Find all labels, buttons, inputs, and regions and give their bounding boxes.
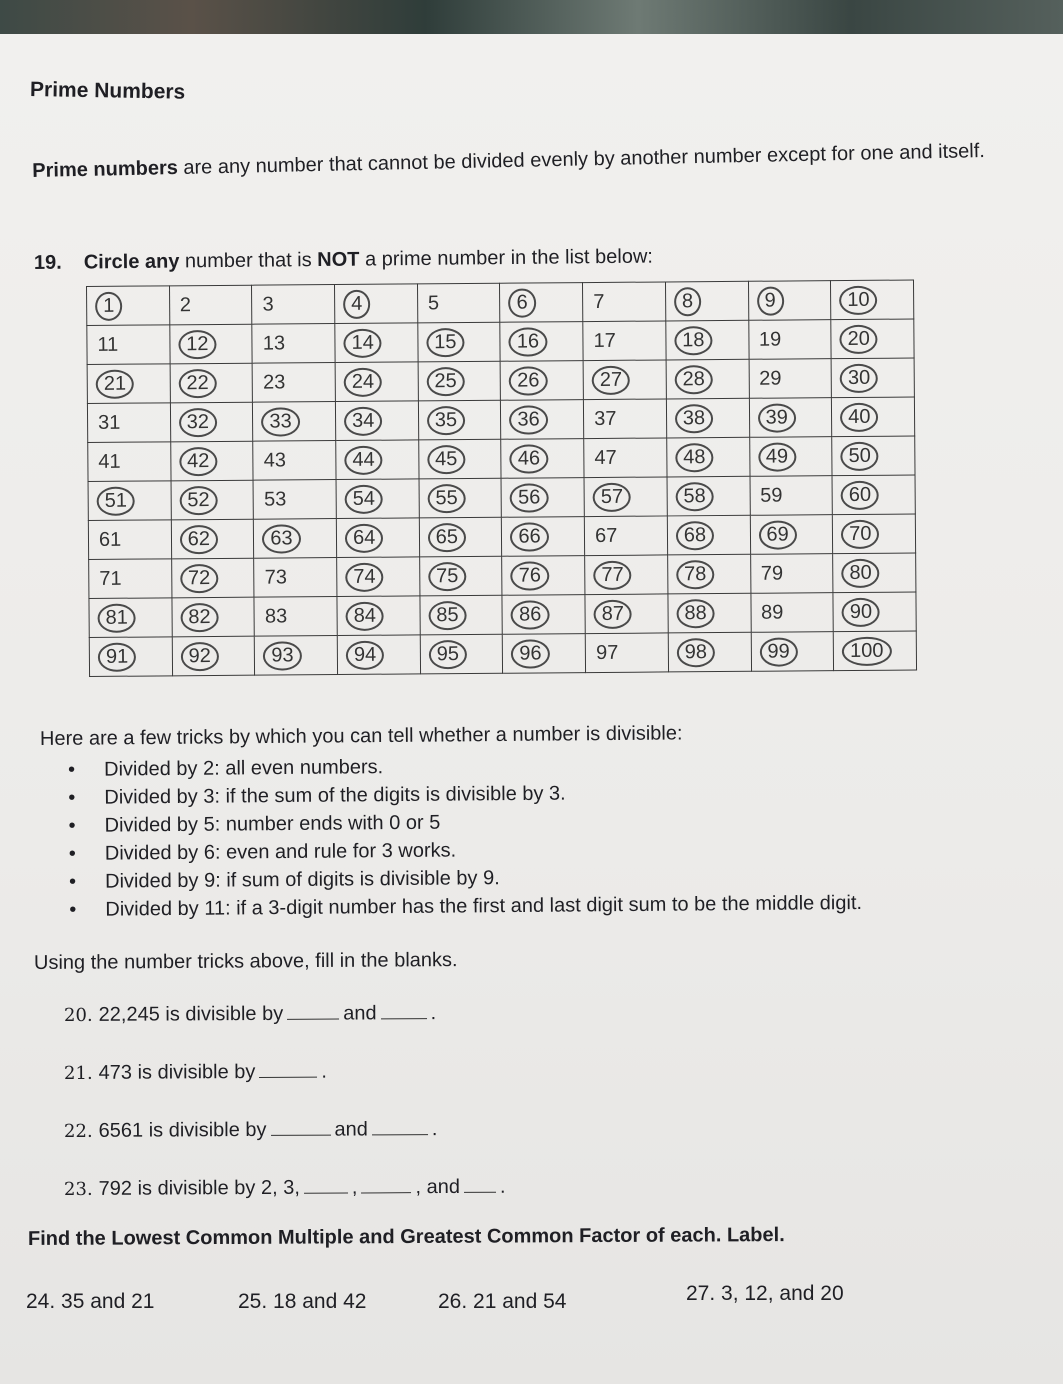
answer-blank[interactable]: [304, 1175, 348, 1194]
grid-cell-circled[interactable]: [254, 519, 337, 559]
grid-number: 24: [344, 367, 382, 396]
grid-cell[interactable]: [88, 442, 171, 482]
grid-cell-circled[interactable]: [337, 596, 420, 636]
grid-cell-circled[interactable]: [833, 592, 916, 632]
grid-row: [89, 631, 916, 676]
grid-number: 49: [758, 442, 796, 471]
grid-cell-circled[interactable]: [418, 322, 501, 362]
grid-number: 34: [344, 406, 382, 435]
grid-number: 17: [593, 329, 616, 352]
grid-number: 67: [595, 524, 618, 547]
grid-cell-circled[interactable]: [255, 636, 338, 676]
answer-blank[interactable]: [259, 1059, 317, 1078]
grid-cell-circled[interactable]: [170, 363, 253, 403]
question-22: [64, 1116, 438, 1143]
grid-number: 11: [97, 333, 119, 356]
grid-cell[interactable]: [750, 554, 833, 594]
grid-cell-circled[interactable]: [336, 518, 419, 558]
grid-number: 92: [180, 641, 218, 670]
grid-row: [87, 280, 914, 325]
grid-number: 80: [841, 558, 879, 587]
grid-cell-circled[interactable]: [420, 634, 503, 674]
grid-cell-circled[interactable]: [832, 397, 915, 437]
question-23: [64, 1174, 506, 1201]
grid-number: 55: [427, 484, 465, 513]
grid-number: 41: [98, 450, 121, 473]
grid-number: 62: [180, 524, 218, 553]
grid-number: 51: [97, 486, 135, 515]
grid-number: 53: [263, 487, 287, 511]
grid-cell-circled[interactable]: [337, 557, 420, 597]
grid-cell-circled[interactable]: [500, 283, 583, 323]
grid-cell-circled[interactable]: [750, 515, 833, 555]
grid-number: 69: [758, 520, 796, 549]
grid-cell[interactable]: [254, 558, 337, 598]
grid-number: 32: [179, 407, 217, 436]
grid-cell-circled[interactable]: [751, 632, 834, 672]
grid-cell-circled[interactable]: [667, 437, 750, 477]
question-19-not: NOT: [317, 248, 360, 272]
grid-number: 39: [757, 403, 795, 432]
grid-row: [87, 319, 914, 364]
answer-blank[interactable]: [361, 1174, 411, 1193]
grid-number: 27: [592, 365, 630, 394]
grid-number: 100: [842, 636, 892, 665]
grid-number: 96: [511, 639, 549, 668]
grid-cell-circled[interactable]: [171, 558, 254, 598]
grid-cell-circled[interactable]: [749, 398, 832, 438]
grid-number: 50: [840, 441, 878, 470]
question-23-number: 23.: [63, 1178, 93, 1200]
grid-cell-circled[interactable]: [748, 281, 831, 321]
grid-cell-circled[interactable]: [88, 481, 171, 521]
number-grid: [86, 279, 917, 673]
grid-cell-circled[interactable]: [668, 632, 751, 672]
grid-cell[interactable]: [169, 285, 252, 325]
grid-cell[interactable]: [89, 559, 172, 599]
grid-cell-circled[interactable]: [335, 362, 418, 402]
grid-row: [88, 436, 915, 481]
grid-cell-circled[interactable]: [335, 323, 418, 363]
grid-number: 20: [840, 324, 878, 353]
grid-number: 25: [426, 367, 464, 396]
grid-cell-circled[interactable]: [336, 440, 419, 480]
question-21-end: .: [321, 1060, 328, 1083]
grid-cell[interactable]: [584, 438, 667, 478]
grid-cell-circled[interactable]: [667, 515, 750, 555]
question-20-number: 20.: [63, 1004, 93, 1026]
grid-number: 23: [263, 370, 286, 394]
grid-number: 74: [345, 562, 383, 591]
grid-number: 5: [427, 291, 440, 314]
grid-cell-circled[interactable]: [89, 637, 172, 677]
grid-number: 72: [180, 563, 218, 592]
question-20-and: and: [343, 1002, 377, 1025]
question-19-text: number that is: [179, 249, 318, 273]
grid-number: 63: [262, 524, 300, 553]
grid-cell[interactable]: [750, 476, 833, 516]
grid-number: 78: [676, 560, 714, 589]
grid-number: 84: [346, 601, 384, 630]
grid-cell-circled[interactable]: [831, 358, 914, 398]
fill-in-heading: Using the number tricks above, fill in the blanks.: [33, 949, 458, 974]
question-21: [64, 1059, 327, 1085]
tricks-list: [58, 749, 862, 924]
grid-cell-circled[interactable]: [668, 593, 751, 633]
grid-number: 70: [841, 519, 879, 548]
grid-number: 81: [97, 603, 135, 632]
grid-cell[interactable]: [87, 325, 170, 365]
grid-number: 13: [262, 331, 286, 355]
grid-number: 98: [677, 638, 715, 667]
grid-number: 18: [674, 326, 712, 355]
grid-number: 68: [676, 521, 714, 550]
trick-item: • Divided by 11: if a 3-digit number has the first and last digit sum to be the middle digit.: [59, 889, 862, 924]
grid-cell-circled[interactable]: [667, 476, 750, 516]
grid-number: 9: [757, 286, 784, 315]
grid-row: [88, 475, 915, 520]
grid-number: 14: [343, 328, 381, 357]
grid-cell-circled[interactable]: [501, 439, 584, 479]
grid-number: 58: [675, 482, 713, 511]
question-23-comma: ,: [351, 1176, 358, 1199]
problem-26: 26. 21 and 54: [438, 1290, 567, 1313]
grid-number: 90: [842, 597, 880, 626]
grid-cell-circled[interactable]: [171, 519, 254, 559]
grid-number: 60: [841, 480, 879, 509]
grid-cell[interactable]: [584, 399, 667, 439]
grid-number: 77: [593, 560, 631, 589]
grid-cell[interactable]: [749, 359, 832, 399]
grid-number: 56: [510, 483, 548, 512]
grid-number: 4: [343, 289, 370, 318]
problem-25: 25. 18 and 42: [238, 1290, 367, 1313]
grid-number: 54: [345, 484, 383, 513]
tricks-heading: Here are a few tricks by which you can tell whether a number is divisible:: [39, 722, 683, 750]
grid-cell-circled[interactable]: [502, 517, 585, 557]
grid-cell-circled[interactable]: [832, 475, 915, 515]
question-22-and: and: [334, 1118, 368, 1141]
lcm-gcf-heading: Find the Lowest Common Multiple and Greatest Common Factor of each. Label.: [27, 1224, 785, 1250]
grid-cell-circled[interactable]: [172, 636, 255, 676]
grid-cell-circled[interactable]: [502, 595, 585, 635]
grid-cell-circled[interactable]: [253, 402, 336, 442]
grid-cell-circled[interactable]: [666, 320, 749, 360]
grid-number: 45: [427, 445, 465, 474]
grid-cell-circled[interactable]: [501, 361, 584, 401]
grid-number: 28: [674, 365, 712, 394]
grid-number: 22: [178, 368, 216, 397]
grid-cell-circled[interactable]: [832, 436, 915, 476]
grid-cell-circled[interactable]: [501, 478, 584, 518]
grid-cell-circled[interactable]: [337, 635, 420, 675]
grid-number: 75: [428, 562, 466, 591]
grid-row: [88, 514, 915, 559]
answer-blank[interactable]: [287, 1001, 339, 1020]
grid-cell-circled[interactable]: [502, 556, 585, 596]
question-22-text: 6561 is divisible by: [98, 1118, 267, 1142]
photo-background-strip: [0, 0, 1063, 38]
question-19-number: 19.: [33, 251, 62, 274]
grid-number: 43: [263, 448, 287, 472]
grid-cell-circled[interactable]: [666, 359, 749, 399]
page-title: Prime Numbers: [29, 78, 186, 104]
grid-cell-circled[interactable]: [749, 437, 832, 477]
grid-number: 42: [179, 446, 217, 475]
grid-cell-circled[interactable]: [171, 480, 254, 520]
grid-cell-circled[interactable]: [419, 517, 502, 557]
grid-number: 47: [594, 446, 617, 469]
question-20-end: .: [430, 1002, 437, 1025]
grid-cell[interactable]: [252, 285, 335, 325]
grid-row: [87, 397, 914, 442]
grid-number: 15: [426, 328, 464, 357]
grid-number: 82: [180, 602, 218, 631]
grid-cell-circled[interactable]: [169, 324, 252, 364]
grid-number: 85: [428, 601, 466, 630]
grid-cell-circled[interactable]: [170, 441, 253, 481]
grid-number: 89: [760, 601, 784, 624]
grid-number: 87: [594, 599, 632, 628]
grid-number: 19: [758, 328, 782, 351]
definition-term: Prime numbers: [32, 156, 179, 182]
grid-number: 40: [840, 402, 878, 431]
grid-cell-circled[interactable]: [420, 595, 503, 635]
definition-text: are any number that cannot be divided evenly by another number except for one and itself.: [177, 140, 986, 179]
grid-number: 44: [344, 445, 382, 474]
grid-row: [89, 553, 916, 598]
answer-blank[interactable]: [372, 1116, 428, 1135]
grid-cell[interactable]: [88, 520, 171, 560]
problem-27: 27. 3, 12, and 20: [686, 1282, 844, 1305]
grid-cell-circled[interactable]: [665, 281, 748, 321]
grid-cell-circled[interactable]: [89, 598, 172, 638]
answer-blank[interactable]: [381, 1000, 427, 1019]
grid-number: 37: [594, 407, 617, 430]
question-20: [64, 1000, 436, 1027]
grid-number: 71: [99, 567, 122, 590]
question-23-and: , and: [415, 1175, 460, 1199]
grid-number: 29: [759, 367, 782, 390]
grid-number: 99: [759, 637, 797, 666]
trick-item: • Divided by 5: number ends with 0 or 5: [58, 805, 861, 840]
grid-number: 7: [593, 290, 605, 313]
grid-cell-circled[interactable]: [87, 286, 170, 326]
question-19-text-end: a prime number in the list below:: [359, 245, 654, 271]
question-21-number: 21.: [63, 1062, 93, 1084]
answer-blank[interactable]: [464, 1174, 496, 1193]
grid-cell-circled[interactable]: [503, 634, 586, 674]
grid-number: 35: [427, 406, 465, 435]
trick-item: • Divided by 6: even and rule for 3 works.: [59, 833, 862, 868]
grid-cell-circled[interactable]: [335, 284, 418, 324]
trick-item: • Divided by 3: if the sum of the digits is divisible by 3.: [58, 777, 861, 812]
grid-cell-circled[interactable]: [419, 478, 502, 518]
grid-number: 3: [262, 293, 274, 316]
grid-number: 6: [508, 288, 535, 317]
grid-cell-circled[interactable]: [500, 322, 583, 362]
grid-cell-circled[interactable]: [666, 398, 749, 438]
trick-item: • Divided by 9: if sum of digits is divisible by 9.: [59, 861, 862, 896]
grid-number: 79: [760, 562, 784, 585]
grid-number: 94: [346, 640, 384, 669]
grid-cell-circled[interactable]: [170, 402, 253, 442]
question-20-text: 22,245 is divisible by: [98, 1002, 284, 1026]
grid-number: 16: [509, 327, 547, 356]
grid-cell-circled[interactable]: [833, 631, 916, 671]
grid-number: 8: [674, 287, 701, 316]
grid-cell-circled[interactable]: [335, 401, 418, 441]
trick-item: • Divided by 2: all even numbers.: [58, 749, 861, 784]
grid-cell[interactable]: [583, 282, 666, 322]
grid-number: 10: [839, 285, 877, 314]
question-22-number: 22.: [63, 1120, 93, 1142]
grid-number: 57: [593, 482, 631, 511]
grid-number: 31: [97, 411, 121, 434]
grid-number: 91: [98, 642, 136, 671]
grid-number: 83: [264, 604, 288, 628]
grid-cell-circled[interactable]: [418, 400, 501, 440]
grid-number: 12: [178, 329, 216, 358]
grid-number: 95: [429, 640, 467, 669]
grid-cell-circled[interactable]: [172, 597, 255, 637]
grid-cell-circled[interactable]: [667, 554, 750, 594]
grid-number: 66: [510, 522, 548, 551]
grid-cell-circled[interactable]: [584, 477, 667, 517]
grid-number: 97: [595, 641, 619, 664]
grid-number: 93: [263, 641, 301, 670]
grid-number: 73: [264, 565, 288, 589]
grid-cell-circled[interactable]: [418, 361, 501, 401]
grid-number: 86: [511, 600, 549, 629]
grid-cell[interactable]: [750, 593, 833, 633]
grid-number: 2: [179, 293, 192, 316]
grid-cell[interactable]: [252, 363, 335, 403]
grid-cell-circled[interactable]: [585, 594, 668, 634]
problem-24: 24. 35 and 21: [26, 1290, 155, 1313]
grid-row: [87, 358, 914, 403]
grid-number: 46: [510, 444, 548, 473]
grid-number: 26: [509, 366, 547, 395]
grid-cell[interactable]: [87, 403, 170, 443]
grid-cell[interactable]: [253, 480, 336, 520]
grid-cell[interactable]: [583, 321, 666, 361]
grid-number: 52: [179, 485, 217, 514]
grid-cell-circled[interactable]: [583, 360, 666, 400]
grid-cell-circled[interactable]: [501, 400, 584, 440]
grid-number: 48: [675, 443, 713, 472]
grid-number: 88: [676, 599, 714, 628]
grid-cell-circled[interactable]: [336, 479, 419, 519]
grid-number: 33: [261, 407, 299, 436]
grid-cell[interactable]: [584, 516, 667, 556]
grid-cell-circled[interactable]: [831, 280, 914, 320]
grid-cell[interactable]: [252, 324, 335, 364]
grid-number: 36: [509, 405, 547, 434]
grid-cell[interactable]: [254, 597, 337, 637]
grid-number: 1: [95, 291, 122, 320]
grid-cell-circled[interactable]: [419, 556, 502, 596]
question-23-end: .: [499, 1175, 506, 1198]
grid-number: 21: [96, 369, 134, 398]
question-23-text: 792 is divisible by 2, 3,: [98, 1176, 300, 1200]
grid-cell[interactable]: [585, 633, 668, 673]
grid-number: 65: [428, 523, 466, 552]
grid-number: 59: [760, 484, 783, 507]
answer-blank[interactable]: [270, 1117, 330, 1136]
grid-cell-circled[interactable]: [585, 555, 668, 595]
grid-cell-circled[interactable]: [87, 364, 170, 404]
grid-number: 38: [675, 404, 713, 433]
number-table: [86, 279, 917, 676]
grid-row: [89, 592, 916, 637]
grid-cell-circled[interactable]: [831, 319, 914, 359]
grid-number: 61: [98, 528, 122, 551]
grid-number: 76: [511, 561, 549, 590]
grid-cell[interactable]: [253, 441, 336, 481]
grid-cell[interactable]: [417, 283, 500, 323]
grid-cell-circled[interactable]: [418, 439, 501, 479]
grid-cell[interactable]: [748, 320, 831, 360]
grid-number: 30: [840, 363, 878, 392]
question-22-end: .: [431, 1118, 438, 1141]
question-19-bold: Circle any: [83, 250, 180, 274]
grid-number: 64: [345, 523, 383, 552]
grid-cell-circled[interactable]: [833, 553, 916, 593]
grid-cell-circled[interactable]: [833, 514, 916, 554]
question-21-text: 473 is divisible by: [98, 1060, 256, 1084]
